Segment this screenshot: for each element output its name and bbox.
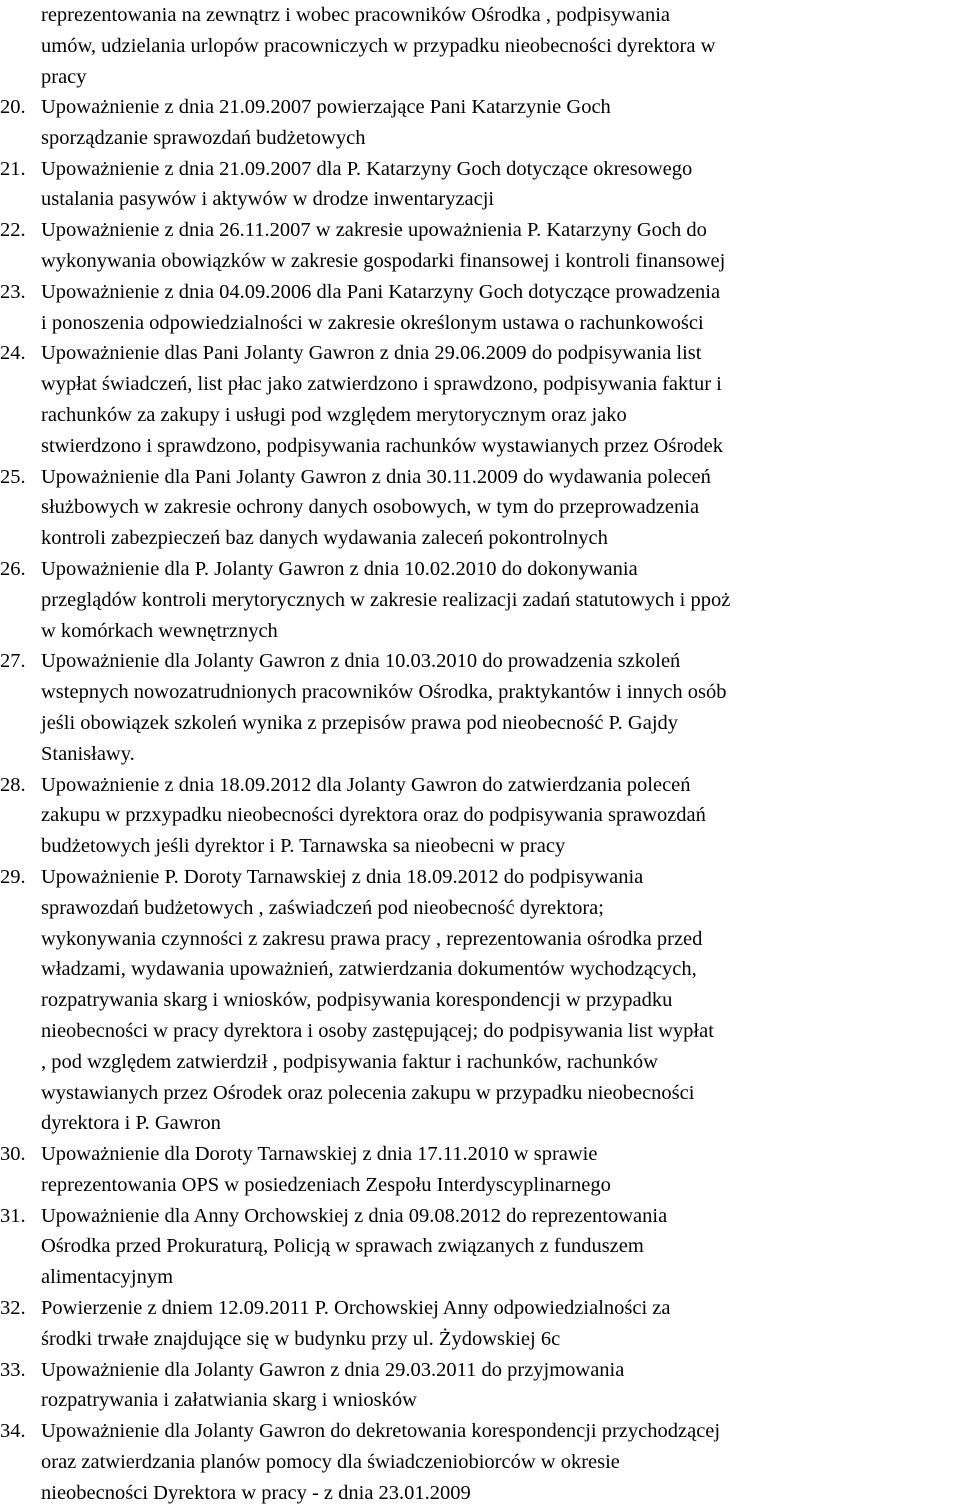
item-number: 29. — [0, 865, 26, 888]
text-line: Upoważnienie z dnia 04.09.2006 dla Pani Katarzyny Goch dotyczące prowadzenia — [41, 280, 721, 303]
text-line: rozpatrywania i załatwiania skarg i wniosków — [41, 1389, 417, 1412]
text-line: pracy — [41, 65, 87, 88]
text-line: Upoważnienie dla Jolanty Gawron z dnia 29.03.2011 do przyjmowania — [41, 1358, 625, 1381]
text-line: i ponoszenia odpowiedzialności w zakresie określonym ustawa o rachunkowości — [41, 311, 704, 334]
item-number: 30. — [0, 1143, 26, 1166]
text-line: rozpatrywania skarg i wniosków, podpisywania korespondencji w przypadku — [41, 989, 673, 1012]
list-item — [0, 554, 960, 646]
text-line: ustalania pasywów i aktywów w drodze inwentaryzacji — [41, 188, 495, 211]
authorization-list — [0, 92, 960, 1509]
text-line: , pod względem zatwierdził , podpisywania faktur i rachunków, rachunków — [41, 1050, 658, 1073]
list-item — [0, 1139, 960, 1201]
item-text — [41, 770, 960, 862]
item-text — [41, 1416, 960, 1508]
list-item — [0, 862, 960, 1139]
text-line: sporządzanie sprawozdań budżetowych — [41, 126, 366, 149]
text-line: wystawianych przez Ośrodek oraz polecenia zakupu w przypadku nieobecności — [41, 1081, 695, 1104]
text-line: Upoważnienie dla P. Jolanty Gawron z dnia 10.02.2010 do dokonywania — [41, 557, 638, 580]
item-number: 26. — [0, 557, 26, 580]
text-line: Upoważnienie dla Jolanty Gawron do dekretowania korespondencji przychodzącej — [41, 1420, 721, 1443]
item-text — [41, 1355, 960, 1417]
text-line: dyrektora i P. Gawron — [41, 1112, 221, 1135]
text-line: środki trwałe znajdujące się w budynku przy ul. Żydowskiej 6c — [41, 1327, 561, 1350]
text-line: stwierdzono i sprawdzono, podpisywania rachunków wystawianych przez Ośrodek — [41, 434, 724, 457]
item-number: 23. — [0, 280, 26, 303]
text-line: przeglądów kontroli merytorycznych w zakresie realizacji zadań statutowych i ppoż — [41, 588, 731, 611]
item-number: 31. — [0, 1204, 26, 1227]
item-number: 33. — [0, 1358, 26, 1381]
text-line: rachunków za zakupy i usługi pod względem merytorycznym oraz jako — [41, 403, 627, 426]
text-line: wstepnych nowozatrudnionych pracowników Ośrodka, praktykantów i innych osób — [41, 681, 727, 704]
text-line: reprezentowania OPS w posiedzeniach Zespołu Interdyscyplinarnego — [41, 1173, 611, 1196]
list-item — [0, 1355, 960, 1417]
item-number: 27. — [0, 650, 26, 673]
item-text — [41, 92, 960, 154]
text-line: wypłat świadczeń, list płac jako zatwierdzono i sprawdzono, podpisywania faktur i — [41, 373, 722, 396]
list-item — [0, 770, 960, 862]
text-line: władzami, wydawania upoważnień, zatwierdzania dokumentów wychodzących, — [41, 958, 697, 981]
list-item — [0, 1201, 960, 1293]
list-item — [0, 1293, 960, 1355]
item-text — [41, 462, 960, 554]
text-line: służbowych w zakresie ochrony danych osobowych, w tym do przeprowadzenia — [41, 496, 700, 519]
list-item — [0, 277, 960, 339]
text-line: kontroli zabezpieczeń baz danych wydawania zaleceń pokontrolnych — [41, 527, 608, 550]
text-line: nieobecności Dyrektora w pracy - z dnia 23.01.2009 — [41, 1481, 471, 1504]
text-line: budżetowych jeśli dyrektor i P. Tarnawska sa nieobecni w pracy — [41, 835, 566, 858]
item-text — [41, 554, 960, 646]
text-line: nieobecności w pracy dyrektora i osoby zastępującej; do podpisywania list wypłat — [41, 1019, 714, 1042]
continued-paragraph — [41, 0, 956, 92]
list-item — [0, 1416, 960, 1508]
item-number: 25. — [0, 465, 26, 488]
text-line: Upoważnienie dla Pani Jolanty Gawron z dnia 30.11.2009 do wydawania poleceń — [41, 465, 711, 488]
text-line: Upoważnienie dlas Pani Jolanty Gawron z dnia 29.06.2009 do podpisywania list — [41, 342, 702, 365]
text-line: oraz zatwierdzania planów pomocy dla świadczeniobiorców w okresie — [41, 1451, 620, 1474]
text-line: umów, udzielania urlopów pracowniczych w przypadku nieobecności dyrektora w — [41, 34, 716, 57]
text-line: Upoważnienie z dnia 21.09.2007 dla P. Katarzyny Goch dotyczące okresowego — [41, 157, 693, 180]
item-number: 24. — [0, 342, 26, 365]
list-item — [0, 92, 960, 154]
list-item — [0, 154, 960, 216]
item-number: 34. — [0, 1420, 26, 1443]
item-text — [41, 215, 960, 277]
item-number: 32. — [0, 1297, 26, 1320]
item-text — [41, 338, 960, 461]
item-number: 20. — [0, 96, 26, 118]
list-item — [0, 338, 960, 461]
text-line: Upoważnienie dla Anny Orchowskiej z dnia 09.08.2012 do reprezentowania — [41, 1204, 668, 1227]
text-line: Upoważnienie z dnia 18.09.2012 dla Jolanty Gawron do zatwierdzania poleceń — [41, 773, 691, 796]
list-item — [0, 646, 960, 769]
text-line: Upoważnienie z dnia 21.09.2007 powierzające Pani Katarzynie Goch — [41, 96, 611, 118]
text-line: zakupu w przxypadku nieobecności dyrektora oraz do podpisywania sprawozdań — [41, 804, 706, 827]
item-text — [41, 1201, 960, 1293]
text-line: alimentacyjnym — [41, 1266, 174, 1289]
item-text — [41, 277, 960, 339]
text-line: sprawozdań budżetowych , zaświadczeń pod nieobecność dyrektora; — [41, 896, 604, 919]
text-line: Upoważnienie P. Doroty Tarnawskiej z dnia 18.09.2012 do podpisywania — [41, 865, 644, 888]
text-line: Upoważnienie z dnia 26.11.2007 w zakresie upoważnienia P. Katarzyny Goch do — [41, 219, 707, 242]
item-text — [41, 862, 960, 1139]
list-item — [0, 462, 960, 554]
text-line: Ośrodka przed Prokuraturą, Policją w sprawach związanych z funduszem — [41, 1235, 644, 1258]
text-line: reprezentowania na zewnątrz i wobec pracowników Ośrodka , podpisywania — [41, 4, 670, 26]
text-line: wykonywania obowiązków w zakresie gospodarki finansowej i kontroli finansowej — [41, 249, 726, 272]
item-number: 21. — [0, 157, 26, 180]
list-item — [0, 215, 960, 277]
item-text — [41, 1139, 960, 1201]
item-number: 22. — [0, 219, 26, 242]
item-text — [41, 1293, 960, 1355]
item-text — [41, 646, 960, 769]
text-line: wykonywania czynności z zakresu prawa pracy , reprezentowania ośrodka przed — [41, 927, 703, 950]
item-text — [41, 154, 960, 216]
text-line: Upoważnienie dla Doroty Tarnawskiej z dnia 17.11.2010 w sprawie — [41, 1143, 598, 1166]
item-number: 28. — [0, 773, 26, 796]
text-line: Stanisławy. — [41, 742, 135, 765]
text-line: jeśli obowiązek szkoleń wynika z przepisów prawa pod nieobecność P. Gajdy — [41, 711, 679, 734]
text-line: Upoważnienie dla Jolanty Gawron z dnia 10.03.2010 do prowadzenia szkoleń — [41, 650, 681, 673]
text-line: w komórkach wewnętrznych — [41, 619, 278, 642]
text-line: Powierzenie z dniem 12.09.2011 P. Orchowskiej Anny odpowiedzialności za — [41, 1297, 671, 1320]
